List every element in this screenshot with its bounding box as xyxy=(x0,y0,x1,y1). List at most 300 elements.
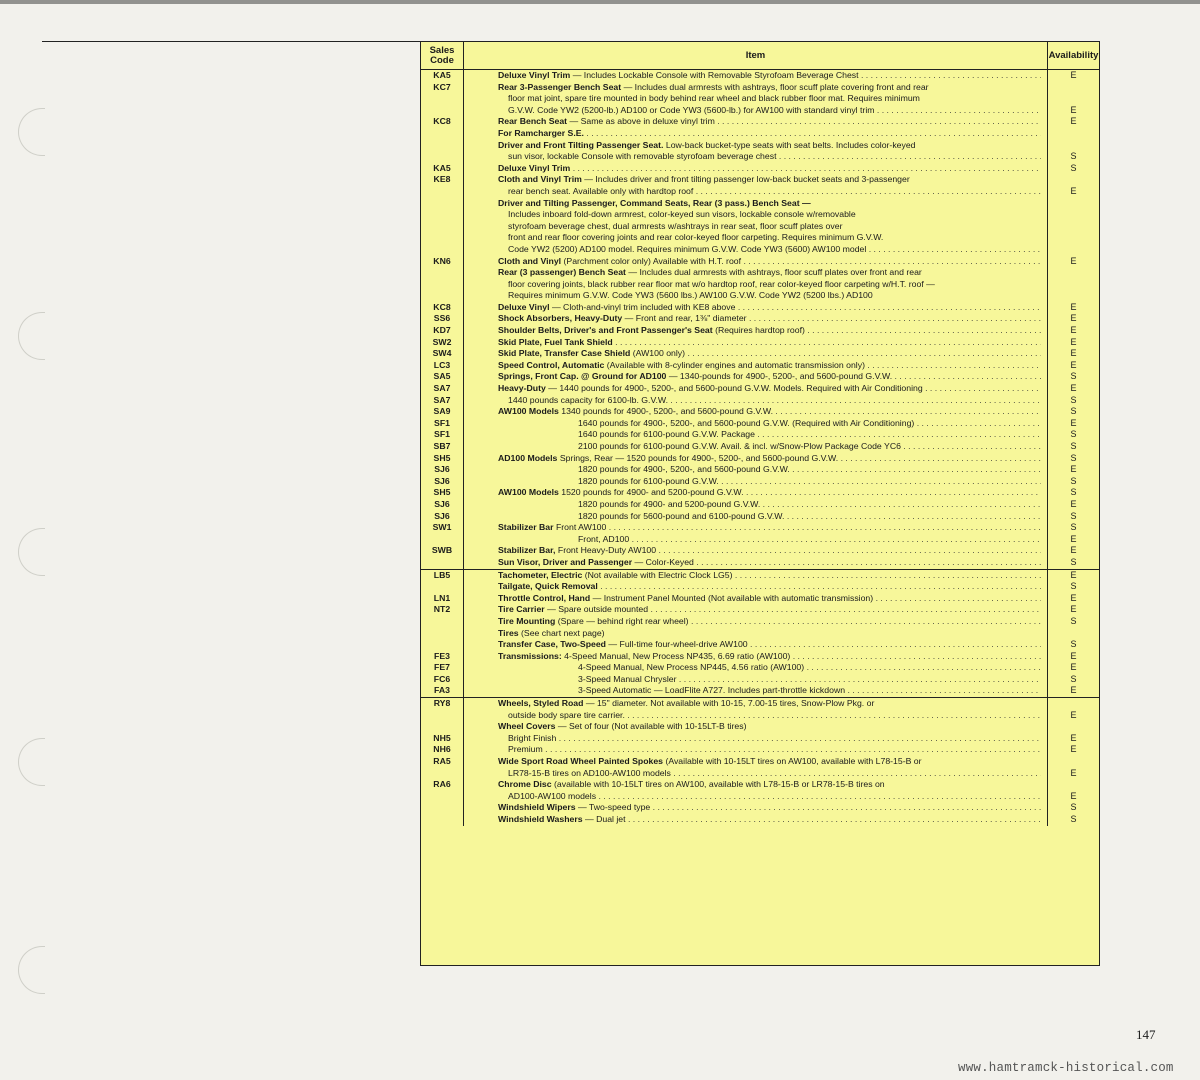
availability-value: E xyxy=(1070,325,1077,336)
sales-code xyxy=(421,198,463,210)
sales-code: SH5 xyxy=(433,487,451,498)
availability-value: S xyxy=(1070,452,1077,463)
sales-code xyxy=(421,128,463,140)
sales-code: KC7 xyxy=(433,81,451,92)
item-detail: Premium xyxy=(508,744,543,755)
item-detail: — Color-Keyed xyxy=(634,556,694,567)
item-description xyxy=(498,429,1041,441)
item-title: Rear (3 passenger) Bench Seat xyxy=(498,267,626,278)
sales-code xyxy=(421,105,463,117)
item-title: Rear Bench Seat xyxy=(498,116,568,127)
sales-code xyxy=(421,279,463,291)
item-title: Driver and Tilting Passenger, Command Seats, Rear (3 pass.) Bench Seat — xyxy=(498,197,811,208)
sales-code xyxy=(421,628,463,640)
item-description xyxy=(498,768,1041,780)
sales-code: LN1 xyxy=(433,592,451,603)
availability-value: E xyxy=(1070,662,1077,673)
sales-code: KA5 xyxy=(433,70,451,80)
item-detail: AD100-AW100 models xyxy=(508,790,597,801)
item-column xyxy=(464,698,1048,826)
item-column xyxy=(464,570,1048,698)
item-description xyxy=(498,604,1041,616)
item-description xyxy=(498,581,1041,593)
availability-value: E xyxy=(1070,592,1077,603)
item-description xyxy=(498,791,1041,803)
availability-value: S xyxy=(1070,814,1077,824)
item-detail: 4-Speed Manual, New Process NP445, 4.56 ratio (AW100) xyxy=(578,662,805,673)
sales-code: KN6 xyxy=(433,255,451,266)
sales-code xyxy=(421,814,463,826)
sales-code: FE7 xyxy=(434,662,450,673)
item-description xyxy=(498,209,1041,221)
item-detail: Bright Finish xyxy=(508,732,557,743)
item-description xyxy=(498,128,1041,140)
item-title: Cloth and Vinyl Trim xyxy=(498,174,582,185)
table-section xyxy=(421,70,1099,570)
availability-value xyxy=(1048,721,1099,733)
item-description xyxy=(498,302,1041,314)
item-detail: 1820 pounds for 5600-pound and 6100-pound G.V.W. xyxy=(578,510,785,521)
availability-value: S xyxy=(1070,639,1077,650)
item-description xyxy=(498,406,1041,418)
item-title: Tire Mounting xyxy=(498,615,556,626)
sales-code: RA5 xyxy=(433,756,451,767)
item-title: Cloth and Vinyl xyxy=(498,255,562,266)
item-description xyxy=(498,499,1041,511)
item-detail: (Not available with Electric Clock LG5) xyxy=(584,569,733,580)
item-description xyxy=(498,116,1041,128)
table-section xyxy=(421,698,1099,826)
item-description xyxy=(498,313,1041,325)
availability-column xyxy=(1048,698,1099,826)
table-section xyxy=(421,570,1099,699)
item-description xyxy=(498,628,1041,640)
sales-code xyxy=(421,639,463,651)
table-header xyxy=(421,42,1099,70)
item-detail: — Includes dual armrests with ashtrays, floor scuff plate covering front and rear xyxy=(623,81,929,92)
item-description xyxy=(498,802,1041,814)
availability-value: E xyxy=(1070,348,1077,359)
item-title: Transmissions: xyxy=(498,650,562,661)
availability-value: E xyxy=(1070,359,1077,370)
availability-value: E xyxy=(1070,383,1077,394)
availability-value: E xyxy=(1070,116,1077,127)
sales-code: KE8 xyxy=(433,174,451,185)
item-title: Skid Plate, Fuel Tank Shield xyxy=(498,336,613,347)
availability-value: E xyxy=(1070,569,1077,580)
item-description xyxy=(498,140,1041,152)
sales-code: SB7 xyxy=(433,441,451,451)
sales-code xyxy=(421,721,463,733)
sales-code xyxy=(421,616,463,628)
item-detail: (Parchment color only) Available with H.T. roof xyxy=(563,255,742,266)
item-detail: — Includes Lockable Console with Removable Styrofoam Beverage Chest xyxy=(572,70,859,80)
item-title: Tachometer, Electric xyxy=(498,569,583,580)
availability-value: E xyxy=(1070,313,1077,324)
item-description xyxy=(498,698,1041,710)
item-description xyxy=(498,371,1041,383)
item-detail: — Two-speed type xyxy=(577,802,651,813)
availability-value xyxy=(1048,128,1099,140)
sales-code: SW1 xyxy=(432,522,452,533)
item-detail: 3-Speed Automatic — LoadFlite A727. Includes part-throttle kickdown xyxy=(578,685,846,696)
item-description xyxy=(498,348,1041,360)
table-body xyxy=(421,70,1099,826)
item-detail: LR78-15-B tires on AD100-AW100 models xyxy=(508,767,671,778)
item-detail: — Instrument Panel Mounted (Not available with automatic transmission) xyxy=(592,592,874,603)
availability-value: S xyxy=(1070,406,1077,417)
availability-value xyxy=(1048,198,1099,210)
sales-code: SJ6 xyxy=(434,510,450,521)
availability-value xyxy=(1048,232,1099,244)
item-title: Shoulder Belts, Driver's and Front Passenger's Seat xyxy=(498,325,713,336)
item-description xyxy=(498,662,1041,674)
sales-code: SW2 xyxy=(432,336,452,347)
availability-value: E xyxy=(1070,650,1077,661)
sales-code: NH6 xyxy=(433,744,451,755)
availability-value xyxy=(1048,290,1099,302)
sales-code xyxy=(421,791,463,803)
availability-value: E xyxy=(1070,70,1077,80)
item-column xyxy=(464,70,1048,569)
availability-value: E xyxy=(1070,685,1077,696)
item-description xyxy=(498,383,1041,395)
item-detail: 1440 pounds capacity for 6100-lb. G.V.W. xyxy=(508,394,669,405)
item-description xyxy=(498,639,1041,651)
item-detail: front and rear floor covering joints and rear color-keyed floor carpeting. Requires minimum G.V.W. xyxy=(508,232,884,243)
item-detail: 1820 pounds for 4900-, 5200-, and 5600-pound G.V.W. xyxy=(578,464,790,475)
header-item: Item xyxy=(464,42,1048,69)
item-detail: floor mat joint, spare tire mounted in body behind rear wheel and black rubber floor mat. Requires minimum xyxy=(508,93,920,104)
item-detail: Requires minimum G.V.W. Code YW3 (5600 lbs.) AW100 G.V.W. Code YW2 (5200 lbs.) AD100 xyxy=(508,290,873,301)
sales-code: SA7 xyxy=(433,383,451,394)
item-description xyxy=(498,232,1041,244)
item-title: AW100 Models xyxy=(498,487,559,498)
sales-code: SS6 xyxy=(433,313,451,324)
sales-code: LC3 xyxy=(433,359,451,370)
item-detail: — 1440 pounds for 4900-, 5200-, and 5600-pound G.V.W. Models. Required with Air Conditioning xyxy=(548,383,923,394)
item-description xyxy=(498,337,1041,349)
item-title: Skid Plate, Transfer Case Shield xyxy=(498,348,631,359)
availability-value xyxy=(1048,267,1099,279)
item-description xyxy=(498,418,1041,430)
sales-code: KC8 xyxy=(433,116,451,127)
item-description xyxy=(498,685,1041,697)
availability-value: S xyxy=(1070,441,1077,451)
item-description xyxy=(498,522,1041,534)
availability-value: E xyxy=(1070,104,1077,115)
sales-code: SA5 xyxy=(433,371,451,382)
sales-code xyxy=(421,267,463,279)
availability-value: S xyxy=(1070,556,1077,567)
item-detail: styrofoam beverage chest, dual armrests w/ashtrays in rear seat, floor scuff plates over xyxy=(508,220,843,231)
item-detail: (Available with 10-15LT tires on AW100, available with L78-15-B or xyxy=(665,756,922,767)
item-title: Tires xyxy=(498,627,519,638)
item-detail: — Includes driver and front tilting passenger low-back bucket seats and 3-passenger xyxy=(584,174,910,185)
header-availability: Availability xyxy=(1048,49,1099,61)
item-description xyxy=(498,174,1041,186)
item-detail: Springs, Rear — 1520 pounds for 4900-, 5200-, and 5600-pound G.V.W. xyxy=(559,452,839,463)
availability-value: E xyxy=(1070,464,1077,475)
sales-code: NH5 xyxy=(433,732,451,743)
item-description xyxy=(498,163,1041,175)
availability-value xyxy=(1048,140,1099,152)
availability-value xyxy=(1048,279,1099,291)
item-detail: (Spare — behind right rear wheel) xyxy=(557,615,689,626)
item-detail: (Requires hardtop roof) xyxy=(715,325,805,336)
item-description xyxy=(498,557,1041,569)
item-description xyxy=(498,325,1041,337)
item-detail: outside body spare tire carrier. xyxy=(508,709,625,720)
item-title: Deluxe Vinyl Trim xyxy=(498,162,571,173)
availability-value xyxy=(1048,209,1099,221)
item-description xyxy=(498,151,1041,163)
item-description xyxy=(498,82,1041,94)
availability-value: S xyxy=(1070,510,1077,521)
availability-value: E xyxy=(1070,744,1077,755)
sales-code: RY8 xyxy=(433,698,451,709)
item-detail: — 1340-pounds for 4900-, 5200-, and 5600-pound G.V.W. xyxy=(668,371,893,382)
item-title: For Ramcharger S.E. xyxy=(498,127,584,138)
item-description xyxy=(498,616,1041,628)
availability-value xyxy=(1048,174,1099,186)
item-title: Wheels, Styled Road xyxy=(498,698,584,709)
watermark-url: www.hamtramck-historical.com xyxy=(958,1061,1174,1075)
sales-code: KC8 xyxy=(433,301,451,312)
item-description xyxy=(498,744,1041,756)
item-detail: — Full-time four-wheel-drive AW100 xyxy=(608,639,748,650)
item-title: Transfer Case, Two-Speed xyxy=(498,639,606,650)
sales-code: SJ6 xyxy=(434,498,450,509)
availability-value: S xyxy=(1070,802,1077,813)
item-detail: — Cloth-and-vinyl trim included with KE8 above xyxy=(551,301,736,312)
item-description xyxy=(498,256,1041,268)
item-detail: (available with 10-15LT tires on AW100, available with L78-15-B or LR78-15-B tires on xyxy=(554,779,885,790)
page-top-edge xyxy=(0,0,1200,4)
item-description xyxy=(498,395,1041,407)
availability-value: E xyxy=(1070,336,1077,347)
availability-value: S xyxy=(1070,162,1077,173)
availability-value: E xyxy=(1070,709,1077,720)
item-description xyxy=(498,487,1041,499)
item-description xyxy=(498,186,1041,198)
item-description xyxy=(498,721,1041,733)
availability-value xyxy=(1048,756,1099,768)
item-description xyxy=(498,710,1041,722)
item-title: Sun Visor, Driver and Passenger xyxy=(498,556,633,567)
availability-value: S xyxy=(1070,475,1077,486)
sales-code xyxy=(421,151,463,163)
sales-code xyxy=(421,244,463,256)
sales-code: NT2 xyxy=(433,604,451,615)
item-title: Tire Carrier xyxy=(498,604,545,615)
item-title: Chrome Disc xyxy=(498,779,552,790)
availability-value xyxy=(1048,779,1099,791)
item-detail: Front Heavy-Duty AW100 xyxy=(557,545,657,556)
sales-code: KA5 xyxy=(433,162,451,173)
sales-code xyxy=(421,290,463,302)
item-detail: (Available with 8-cylinder engines and automatic transmission only) xyxy=(606,359,865,370)
item-description xyxy=(498,674,1041,686)
item-title: Wide Sport Road Wheel Painted Spokes xyxy=(498,756,664,767)
item-detail: sun visor, lockable Console with removable styrofoam beverage chest xyxy=(508,151,777,162)
item-title: Windshield Washers xyxy=(498,814,583,824)
sales-code: FE3 xyxy=(434,650,450,661)
availability-value: E xyxy=(1070,301,1077,312)
item-description xyxy=(498,545,1041,557)
availability-value: E xyxy=(1070,498,1077,509)
sales-code-column xyxy=(421,570,464,698)
item-description xyxy=(498,733,1041,745)
item-detail: — Spare outside mounted xyxy=(547,604,649,615)
sales-code: SW4 xyxy=(432,348,452,359)
sales-code xyxy=(421,710,463,722)
item-description xyxy=(498,267,1041,279)
item-detail: — Front and rear, 1⅜" diameter xyxy=(624,313,747,324)
availability-value: S xyxy=(1070,615,1077,626)
item-description xyxy=(498,756,1041,768)
item-detail: Front AW100 xyxy=(555,522,607,533)
availability-value: E xyxy=(1070,790,1077,801)
availability-value xyxy=(1048,244,1099,256)
item-title: AD100 Models xyxy=(498,452,558,463)
sales-code: KD7 xyxy=(433,325,451,336)
availability-value: E xyxy=(1070,604,1077,615)
sales-code: SJ6 xyxy=(434,464,450,475)
item-detail: — 15" diameter. Not available with 10-15, 7.00-15 tires, Snow-Plow Pkg. or xyxy=(585,698,875,709)
item-detail: 1640 pounds for 4900-, 5200-, and 5600-pound G.V.W. (Required with Air Conditioning) xyxy=(578,417,915,428)
item-description xyxy=(498,221,1041,233)
availability-value: S xyxy=(1070,394,1077,405)
availability-value xyxy=(1048,93,1099,105)
sales-code: SF1 xyxy=(434,417,450,428)
sales-code xyxy=(421,768,463,780)
item-description xyxy=(498,441,1041,453)
sales-code xyxy=(421,221,463,233)
item-title: AW100 Models xyxy=(498,406,559,417)
sales-code: SA7 xyxy=(433,394,451,405)
item-description xyxy=(498,593,1041,605)
item-detail: floor covering joints, black rubber rear floor mat w/o hardtop roof, rear color-keyed floor carpeting w/H.T. roof — xyxy=(508,278,935,289)
availability-value: S xyxy=(1070,151,1077,162)
availability-value: E xyxy=(1070,255,1077,266)
sales-code: SF1 xyxy=(434,429,450,440)
sales-code-column xyxy=(421,70,464,569)
availability-column xyxy=(1048,70,1099,569)
item-detail: 1820 pounds for 6100-pound G.V.W. xyxy=(578,475,719,486)
sales-code xyxy=(421,557,463,569)
item-detail: — Dual jet xyxy=(584,814,626,824)
item-detail: 4-Speed Manual, New Process NP435, 6.69 ratio (AW100) xyxy=(564,650,791,661)
item-title: Throttle Control, Hand xyxy=(498,592,591,603)
item-title: Stabilizer Bar, xyxy=(498,545,556,556)
item-description xyxy=(498,290,1041,302)
item-detail: — Set of four (Not available with 10-15LT-B tires) xyxy=(557,721,747,732)
item-detail: Low-back bucket-type seats with seat belts. Includes color-keyed xyxy=(665,139,916,150)
item-detail: 1640 pounds for 6100-pound G.V.W. Package xyxy=(578,429,755,440)
header-sales-code: Sales Code xyxy=(421,42,464,69)
item-description xyxy=(498,360,1041,372)
availability-value: E xyxy=(1070,417,1077,428)
sales-code: LB5 xyxy=(433,569,451,580)
sales-code xyxy=(421,140,463,152)
item-description xyxy=(498,534,1041,546)
item-detail: (See chart next page) xyxy=(521,627,605,638)
item-description xyxy=(498,279,1041,291)
availability-value: S xyxy=(1070,522,1077,533)
availability-value xyxy=(1048,698,1099,710)
availability-value xyxy=(1048,82,1099,94)
item-detail: — Includes dual armrests with ashtrays, floor scuff plates over front and rear xyxy=(628,267,922,278)
item-description xyxy=(498,244,1041,256)
item-description xyxy=(498,779,1041,791)
sales-code: SH5 xyxy=(433,452,451,463)
item-detail: 1820 pounds for 4900- and 5200-pound G.V.W. xyxy=(578,498,761,509)
item-description xyxy=(498,105,1041,117)
sales-code-column xyxy=(421,698,464,826)
item-title: Shock Absorbers, Heavy-Duty xyxy=(498,313,623,324)
sales-code xyxy=(421,581,463,593)
sales-code xyxy=(421,209,463,221)
sales-code: FC6 xyxy=(433,673,451,684)
item-detail: rear bench seat. Available only with hardtop roof xyxy=(508,185,694,196)
item-title: Driver and Front Tilting Passenger Seat. xyxy=(498,139,664,150)
availability-value: E xyxy=(1070,545,1077,556)
item-detail: 3-Speed Manual Chrysler xyxy=(578,673,677,684)
availability-value: S xyxy=(1070,673,1077,684)
item-description xyxy=(498,198,1041,210)
item-detail: Front, AD100 xyxy=(578,533,630,544)
item-title: Tailgate, Quick Removal xyxy=(498,581,598,592)
availability-value xyxy=(1048,221,1099,233)
item-title: Heavy-Duty xyxy=(498,383,546,394)
item-title: Springs, Front Cap. @ Ground for AD100 xyxy=(498,371,667,382)
item-title: Rear 3-Passenger Bench Seat xyxy=(498,81,622,92)
item-description xyxy=(498,453,1041,465)
item-title: Windshield Wipers xyxy=(498,802,576,813)
item-description xyxy=(498,651,1041,663)
availability-value: S xyxy=(1070,371,1077,382)
options-table xyxy=(420,41,1100,966)
availability-value: S xyxy=(1070,429,1077,440)
item-description xyxy=(498,70,1041,82)
item-detail: (AW100 only) xyxy=(632,348,686,359)
page-number: 147 xyxy=(1136,1027,1156,1042)
item-description xyxy=(498,476,1041,488)
item-title: Stabilizer Bar xyxy=(498,522,554,533)
item-detail: 2100 pounds for 6100-pound G.V.W. Avail. & incl. w/Snow-Plow Package Code YC6 xyxy=(578,441,901,451)
sales-code: SWB xyxy=(431,545,453,556)
item-title: Speed Control, Automatic xyxy=(498,359,605,370)
item-detail: Includes inboard fold-down armrest, color-keyed sun visors, lockable console w/removable xyxy=(508,209,856,220)
item-title: Deluxe Vinyl xyxy=(498,301,550,312)
item-title: Wheel Covers xyxy=(498,721,556,732)
item-description xyxy=(498,814,1041,826)
item-detail: G.V.W. Code YW2 (5200-lb.) AD100 or Code YW3 (5600-lb.) for AW100 with standard vinyl trim xyxy=(508,104,875,115)
sales-code: SA9 xyxy=(433,406,451,417)
availability-value xyxy=(1048,628,1099,640)
item-detail: 1520 pounds for 4900- and 5200-pound G.V.W. xyxy=(561,487,744,498)
item-description xyxy=(498,570,1041,582)
availability-value: S xyxy=(1070,487,1077,498)
availability-value: E xyxy=(1070,732,1077,743)
item-title: Deluxe Vinyl Trim xyxy=(498,70,571,80)
sales-code: RA6 xyxy=(433,779,451,790)
item-detail: Code YW2 (5200) AD100 model. Requires minimum G.V.W. Code YW3 (5600) AW100 model xyxy=(508,243,867,254)
item-detail: — Same as above in deluxe vinyl trim xyxy=(569,116,715,127)
sales-code xyxy=(421,186,463,198)
sales-code xyxy=(421,93,463,105)
